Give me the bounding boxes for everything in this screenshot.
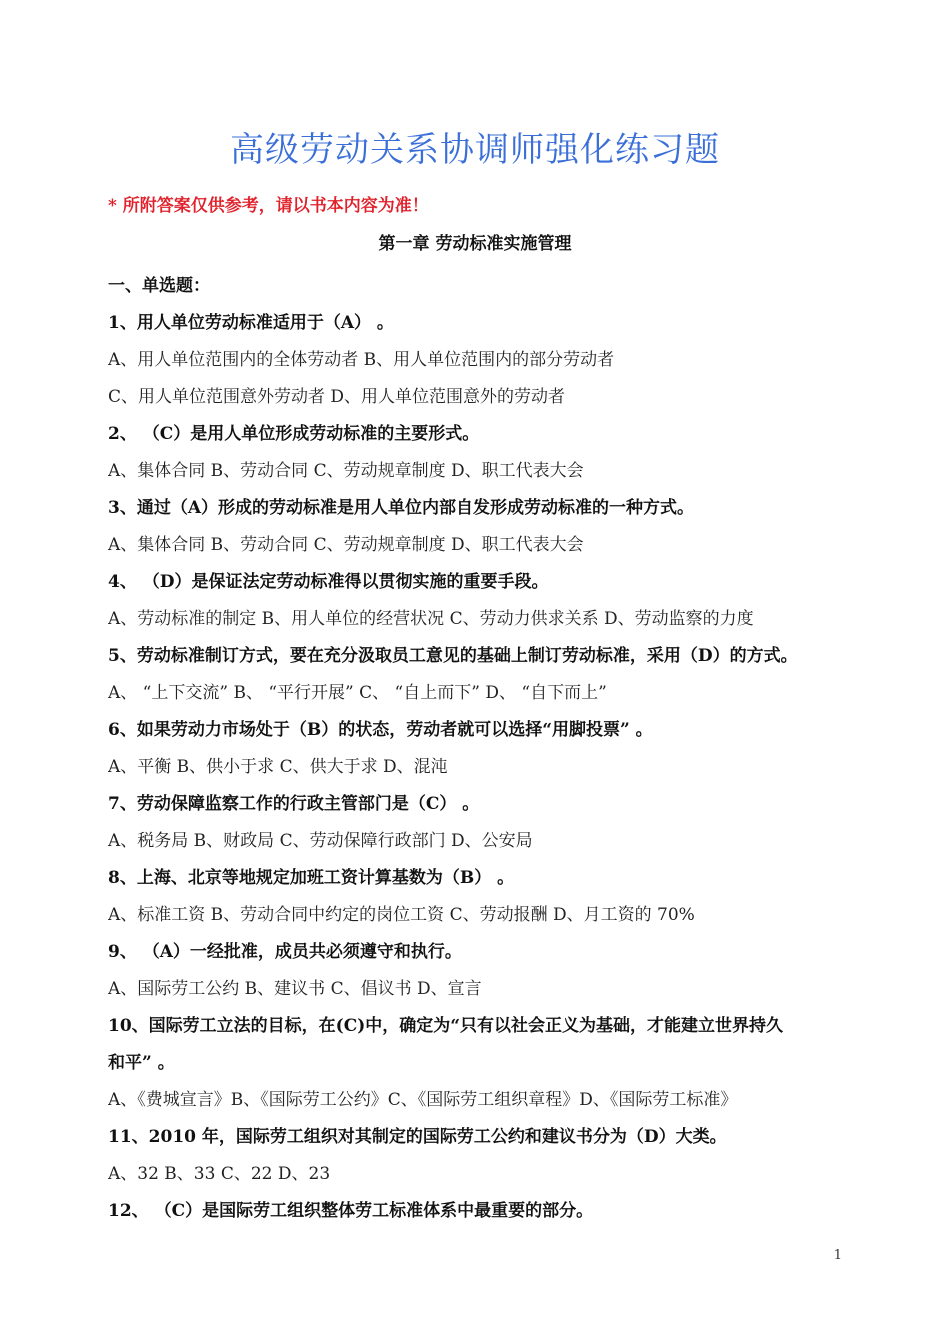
options-line: A、集体合同 B、劳动合同 C、劳动规章制度 D、职工代表大会: [108, 535, 584, 555]
question-line: 9、 （A）一经批准，成员共必须遵守和执行。: [108, 942, 462, 962]
options-line: A、税务局 B、财政局 C、劳动保障行政部门 D、公安局: [108, 831, 533, 851]
question-line: 2、 （C）是用人单位形成劳动标准的主要形式。: [108, 424, 480, 444]
question-line: 3、通过（A）形成的劳动标准是用人单位内部自发形成劳动标准的一种方式。: [108, 498, 695, 518]
options-line: A、集体合同 B、劳动合同 C、劳动规章制度 D、职工代表大会: [108, 461, 584, 481]
document-title: 高级劳动关系协调师强化练习题: [230, 130, 720, 170]
options-line: A、《费城宣言》B、《国际劳工公约》C、《国际劳工组织章程》D、《国际劳工标准》: [108, 1090, 738, 1110]
options-line: A、平衡 B、供小于求 C、供大于求 D、混沌: [108, 757, 448, 777]
question-line: 4、 （D）是保证法定劳动标准得以贯彻实施的重要手段。: [108, 572, 549, 592]
question-line: 8、上海、北京等地规定加班工资计算基数为（B） 。: [108, 868, 515, 888]
question-line: 11、2010 年，国际劳工组织对其制定的国际劳工公约和建议书分为（D）大类。: [108, 1127, 727, 1147]
options-line: A、32 B、33 C、22 D、23: [108, 1164, 331, 1184]
options-line: A、用人单位范围内的全体劳动者 B、用人单位范围内的部分劳动者: [108, 350, 615, 370]
question-list: [108, 268, 848, 1230]
options-line: A、 “上下交流” B、 “平行开展” C、 “自上而下” D、 “自下而上”: [108, 683, 607, 703]
options-line: A、劳动标准的制定 B、用人单位的经营状况 C、劳动力供求关系 D、劳动监察的力度: [108, 609, 754, 629]
answer-disclaimer-note: * 所附答案仅供参考，请以书本内容为准！: [108, 196, 429, 216]
options-line: C、用人单位范围意外劳动者 D、用人单位范围意外的劳动者: [108, 387, 566, 407]
page-number: 1: [833, 1248, 842, 1263]
question-line: 6、如果劳动力市场处于（B）的状态，劳动者就可以选择“用脚投票” 。: [108, 720, 653, 740]
question-line: 7、劳动保障监察工作的行政主管部门是（C） 。: [108, 794, 480, 814]
options-line: A、国际劳工公约 B、建议书 C、倡议书 D、宣言: [108, 979, 482, 999]
question-line: 1、用人单位劳动标准适用于（A） 。: [108, 313, 394, 333]
question-line: 12、 （C）是国际劳工组织整体劳工标准体系中最重要的部分。: [108, 1201, 594, 1221]
chapter-heading: 第一章 劳动标准实施管理: [378, 234, 572, 254]
question-line: 一、单选题：: [108, 276, 210, 296]
options-line: A、标准工资 B、劳动合同中约定的岗位工资 C、劳动报酬 D、月工资的 70%: [108, 905, 695, 925]
question-line: 5、劳动标准制订方式，要在充分汲取员工意见的基础上制订劳动标准，采用（D）的方式。: [108, 646, 798, 666]
question-line: 和平” 。: [108, 1053, 175, 1073]
question-line: 10、国际劳工立法的目标，在(C)中，确定为“只有以社会正义为基础，才能建立世界持久: [108, 1016, 784, 1036]
